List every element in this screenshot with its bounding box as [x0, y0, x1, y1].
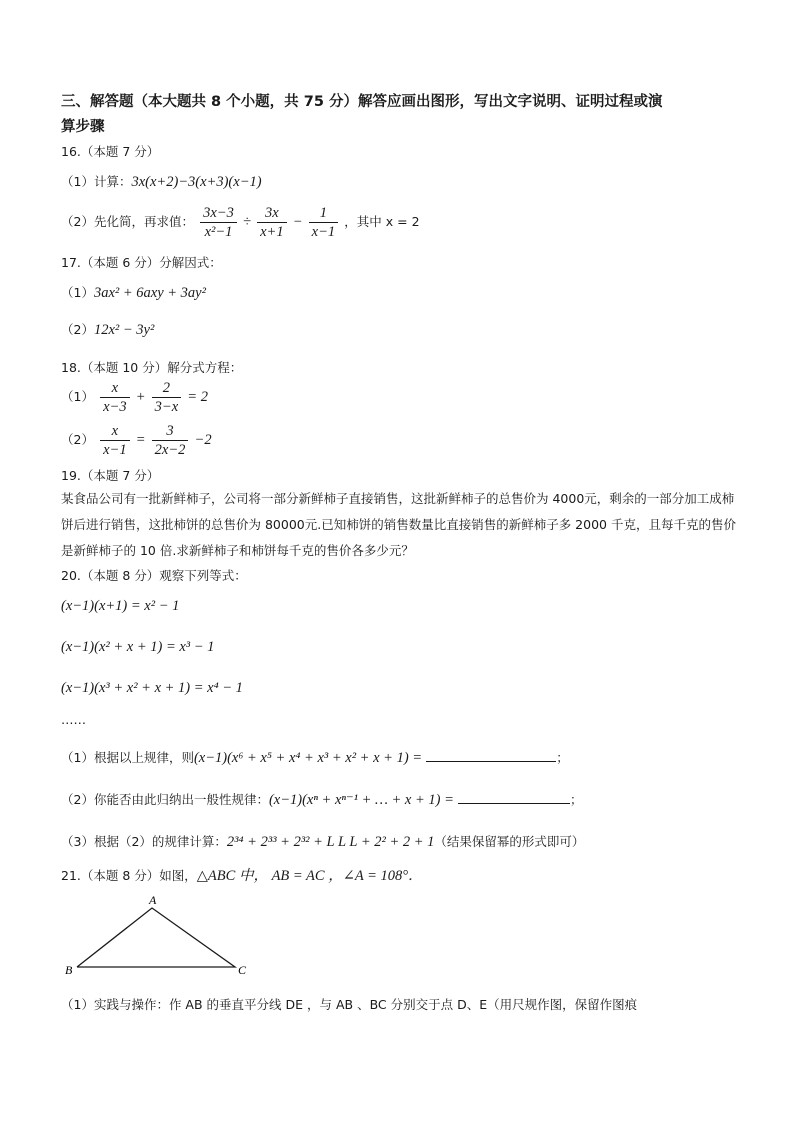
q16-frac3: $\frac{1}{x-1}$ — [309, 204, 338, 241]
q16-frac1: $\frac{3x-3}{\text{x²−1}}$ — [200, 204, 237, 241]
q20-ellipsis: …… — [61, 712, 86, 727]
q20-p3-expr: 2³⁴ + 2³³ + 2³² + L L L + 2² + 2 + 1 — [226, 834, 435, 850]
q20-eq1: (x−1)(x+1) = x² − 1 — [61, 598, 180, 614]
vertex-label-a: A — [149, 893, 157, 907]
q20-p1-label: （1）根据以上规律，则 — [61, 750, 194, 765]
q20-p1-end: ； — [556, 750, 569, 765]
q17-p1-label: （1） — [61, 285, 94, 300]
q21-header-a: 21.（本题 8 分）如图， — [61, 868, 197, 883]
q21-header-b: △ABC 中， AB = AC ，∠A = 108°． — [196, 868, 423, 884]
answer-blank[interactable] — [426, 749, 556, 762]
q18-p2-label: （2） — [61, 432, 94, 447]
q20-header: 20.（本题 8 分）观察下列等式： — [61, 568, 247, 583]
answer-blank[interactable] — [458, 791, 570, 804]
q18-header: 18.（本题 10 分）解分式方程： — [61, 360, 243, 375]
q16-p1-expr: 3x(x+2)−3(x+3)(x−1) — [131, 174, 262, 190]
q20-p1-expr: (x−1)(x⁶ + x⁵ + x⁴ + x³ + x² + x + 1) = — [193, 750, 423, 766]
q16-frac2: $\frac{3x}{x+1}$ — [257, 204, 286, 241]
q20-p2-label: （2）你能否由此归纳出一般性规律： — [61, 792, 269, 807]
q16-part1 — [61, 172, 262, 191]
q16-header: 16.（本题 7 分） — [61, 144, 160, 159]
q17-part1 — [61, 283, 206, 302]
q17-p2-expr: 12x² − 3y² — [93, 322, 155, 338]
plus-sign: + — [135, 389, 146, 405]
minus-sign: − — [292, 214, 303, 230]
q18-p1-frac2: $\frac{2}{3-x}$ — [152, 379, 181, 416]
equals-sign: = — [135, 432, 146, 448]
q19-body: 某食品公司有一批新鲜柿子，公司将一部分新鲜柿子直接销售，这批新鲜柿子的总售价为 4000元，剩余的一部分加工成柿饼后进行销售，这批柿饼的总售价为 80000元.已知柿饼的销售数量比直接销售的新鲜柿子多 2000 千克，且每千克的售价是新鲜柿子的 10 倍.求新鲜柿子和柿饼每千克的售价各多少元？ — [61, 491, 736, 558]
q20-p2-expr: (x−1)(xⁿ + xⁿ⁻¹ + … + x + 1) = — [268, 792, 454, 808]
q16-p1-label: （1）计算： — [61, 174, 132, 189]
vertex-label-b: B — [65, 963, 73, 977]
q20-part2 — [61, 790, 583, 809]
q18-p2-frac1: $\frac{x}{x-1}$ — [100, 422, 129, 459]
q18-p1-label: （1） — [61, 389, 94, 404]
q20-p3-tail: （结果保留幂的形式即可） — [434, 834, 585, 849]
q19-header: 19.（本题 7 分） — [61, 468, 160, 483]
q18-p1-frac1: $\frac{x}{x-3}$ — [100, 379, 129, 416]
divide-sign: ÷ — [242, 214, 251, 230]
q16-p2-tail: ，其中 x = 2 — [344, 214, 420, 229]
q16-part2 — [61, 204, 420, 241]
q18-part2 — [61, 422, 212, 459]
q21-header — [61, 864, 423, 885]
q17-p2-label: （2） — [61, 322, 94, 337]
section-title-line1: 三、解答题（本大题共 8 个小题，共 75 分）解答应画出图形，写出文字说明、证明过程或演 — [61, 94, 663, 110]
vertex-label-c: C — [238, 963, 247, 977]
q20-part1 — [61, 748, 569, 767]
q17-p1-expr: 3ax² + 6axy + 3ay² — [93, 285, 206, 301]
q17-part2 — [61, 320, 154, 339]
triangle-abc — [77, 908, 235, 967]
q20-part3 — [61, 832, 584, 851]
q21-part1: （1）实践与操作：作 AB 的垂直平分线 DE ，与 AB 、BC 分别交于点 D、E（用尺规作图，保留作图痕 — [61, 997, 638, 1012]
q16-p2-label: （2）先化简，再求值： — [61, 214, 194, 229]
q18-p2-frac2: $\frac{3}{2x-2}$ — [152, 422, 189, 459]
q18-part1 — [61, 379, 208, 416]
q20-p2-end: ； — [570, 792, 583, 807]
triangle-figure — [60, 892, 260, 982]
q17-header: 17.（本题 6 分）分解因式： — [61, 255, 222, 270]
q18-p2-rhs: −2 — [194, 432, 212, 448]
q20-eq2: (x−1)(x² + x + 1) = x³ − 1 — [61, 639, 215, 655]
q20-eq3: (x−1)(x³ + x² + x + 1) = x⁴ − 1 — [61, 680, 243, 696]
section-title-line2: 算步骤 — [61, 119, 105, 135]
q18-p1-rhs: = 2 — [187, 389, 208, 405]
q20-p3-label: （3）根据（2）的规律计算： — [61, 834, 227, 849]
